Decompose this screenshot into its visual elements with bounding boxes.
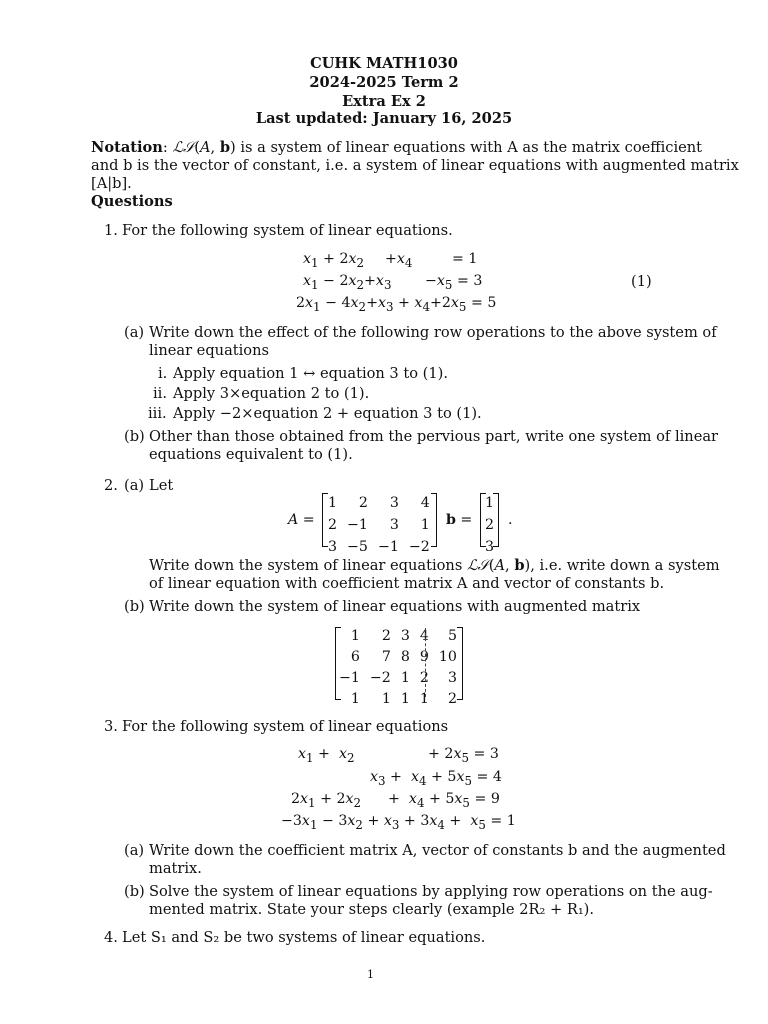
q3b-text-2: mented matrix. State your steps clearly (example 2R₂ + R₁). (149, 901, 595, 918)
matrix-cell: −2 (369, 670, 391, 686)
matrix-A (323, 492, 435, 558)
matrix-cell: 1 (350, 628, 360, 644)
q3b-label: (b) (124, 883, 145, 900)
q1a-ii-label: ii. (153, 385, 167, 402)
matrix-cell: 1 (400, 670, 410, 686)
matrix-cell: −5 (347, 539, 368, 555)
matrix-row (334, 647, 462, 668)
last-updated: Last updated: January 16, 2025 (255, 110, 513, 127)
q1a-i-label: i. (158, 365, 168, 382)
notation-line-3: [A|b]. (91, 175, 132, 192)
matrix-cell: 1 (328, 495, 338, 511)
page-number: 1 (367, 968, 374, 981)
augmented-matrix (334, 626, 462, 710)
questions-heading: Questions (91, 193, 173, 210)
exercise-title: Extra Ex 2 (342, 93, 426, 110)
q2a-text-2: of linear equation with coefficient matrix A and vector of constants b. (149, 575, 665, 592)
matrix-cell: 1 (419, 691, 429, 707)
q3b-text-1: Solve the system of linear equations by applying row operations on the aug- (149, 883, 713, 900)
q1a-text-2: linear equations (149, 342, 269, 359)
matrix-cell: 7 (381, 649, 391, 665)
matrix-cell: 6 (350, 649, 360, 665)
q1b-text-1: Other than those obtained from the pervious part, write one system of linear (149, 428, 719, 445)
matrix-row (334, 668, 462, 689)
q3a-text-2: matrix. (149, 860, 202, 877)
q1-number: 1. (104, 222, 118, 239)
aug-right-bracket (457, 627, 463, 700)
matrix-cell: 10 (438, 649, 457, 665)
matrix-cell: 1 (381, 691, 391, 707)
matrix-cell: 1 (400, 691, 410, 707)
q1-eq-label: (1) (631, 273, 652, 290)
q2a-label: (a) (124, 477, 145, 494)
term: 2024-2025 Term 2 (309, 74, 459, 91)
q4-number: 4. (104, 929, 118, 946)
matrix-row (334, 626, 462, 647)
matrix-cell: 2 (447, 691, 457, 707)
matrix-cell: 3 (389, 517, 399, 533)
matrix-cell: 1 (485, 495, 495, 511)
matrix-cell: 9 (419, 649, 429, 665)
matrix-A-symbol: A = (288, 512, 315, 528)
matrix-cell: −1 (377, 539, 399, 555)
matrix-cell: 2 (358, 495, 368, 511)
q2a-text-1: Write down the system of linear equations ℒ𝒮(A, b), i.e. write down a system (149, 557, 720, 574)
course-title: CUHK MATH1030 (310, 55, 458, 72)
q3-number: 3. (104, 718, 118, 735)
matrix-cell: 2 (485, 517, 495, 533)
matrix-cell: −2 (408, 539, 430, 555)
matrix-cell: 2 (381, 628, 391, 644)
matrix-cell: 4 (419, 628, 429, 644)
aug-divider (425, 628, 426, 697)
q3a-text-1: Write down the coefficient matrix A, vector of constants b and the augmented (149, 842, 726, 859)
vector-b-symbol: b = (446, 512, 473, 528)
q1b-label: (b) (124, 428, 145, 445)
matrix-cell: 2 (419, 670, 429, 686)
q1a-ii-text: Apply 3×equation 2 to (1). (173, 385, 370, 402)
q1a-i-text: Apply equation 1 ↔ equation 3 to (1). (173, 365, 448, 382)
matrix-row (334, 689, 462, 710)
matrix-A-right-bracket (431, 493, 437, 547)
matrix-cell: 3 (389, 495, 399, 511)
q2a-intro: Let (149, 477, 174, 494)
matrix-cell: 5 (447, 628, 457, 644)
q3a-label: (a) (124, 842, 145, 859)
matrix-cell: 1 (420, 517, 430, 533)
q1-intro: For the following system of linear equations. (122, 222, 453, 239)
q2b-text: Write down the system of linear equations with augmented matrix (149, 598, 641, 615)
q1a-iii-text: Apply −2×equation 2 + equation 3 to (1). (173, 405, 482, 422)
matrix-cell: 1 (350, 691, 360, 707)
matrix-cell: 3 (447, 670, 457, 686)
vector-b-right-bracket (493, 493, 499, 547)
q2b-label: (b) (124, 598, 145, 615)
q2-number: 2. (104, 477, 118, 494)
notation-line-1: Notation: ℒ𝒮(A, b) is a system of linear equations with A as the matrix coefficient (91, 139, 703, 156)
q1a-label: (a) (124, 324, 145, 341)
notation-text-1: is a system of linear equations with A as the matrix coefficient (240, 139, 703, 156)
matrix-cell: 8 (400, 649, 410, 665)
matrix-cell: 3 (400, 628, 410, 644)
matrix-cell: 3 (328, 539, 338, 555)
matrix-cell: 2 (328, 517, 338, 533)
matrix-cell: −1 (347, 517, 368, 533)
matrix-cell: 4 (420, 495, 430, 511)
q4-text: Let S₁ and S₂ be two systems of linear equations. (122, 929, 486, 946)
q3-intro: For the following system of linear equations (122, 718, 449, 735)
q1b-text-2: equations equivalent to (1). (149, 446, 353, 463)
q1a-text-1: Write down the effect of the following row operations to the above system of (149, 324, 717, 341)
notation-label: Notation (91, 139, 163, 156)
matrix-cell: −1 (339, 670, 360, 686)
matrix-row (323, 514, 435, 536)
q1a-iii-label: iii. (148, 405, 167, 422)
matrix-row (323, 492, 435, 514)
matrix-row (323, 536, 435, 558)
matrix-cell: 3 (485, 539, 495, 555)
notation-line-2: and b is the vector of constant, i.e. a system of linear equations with augmented matrix (91, 157, 739, 174)
